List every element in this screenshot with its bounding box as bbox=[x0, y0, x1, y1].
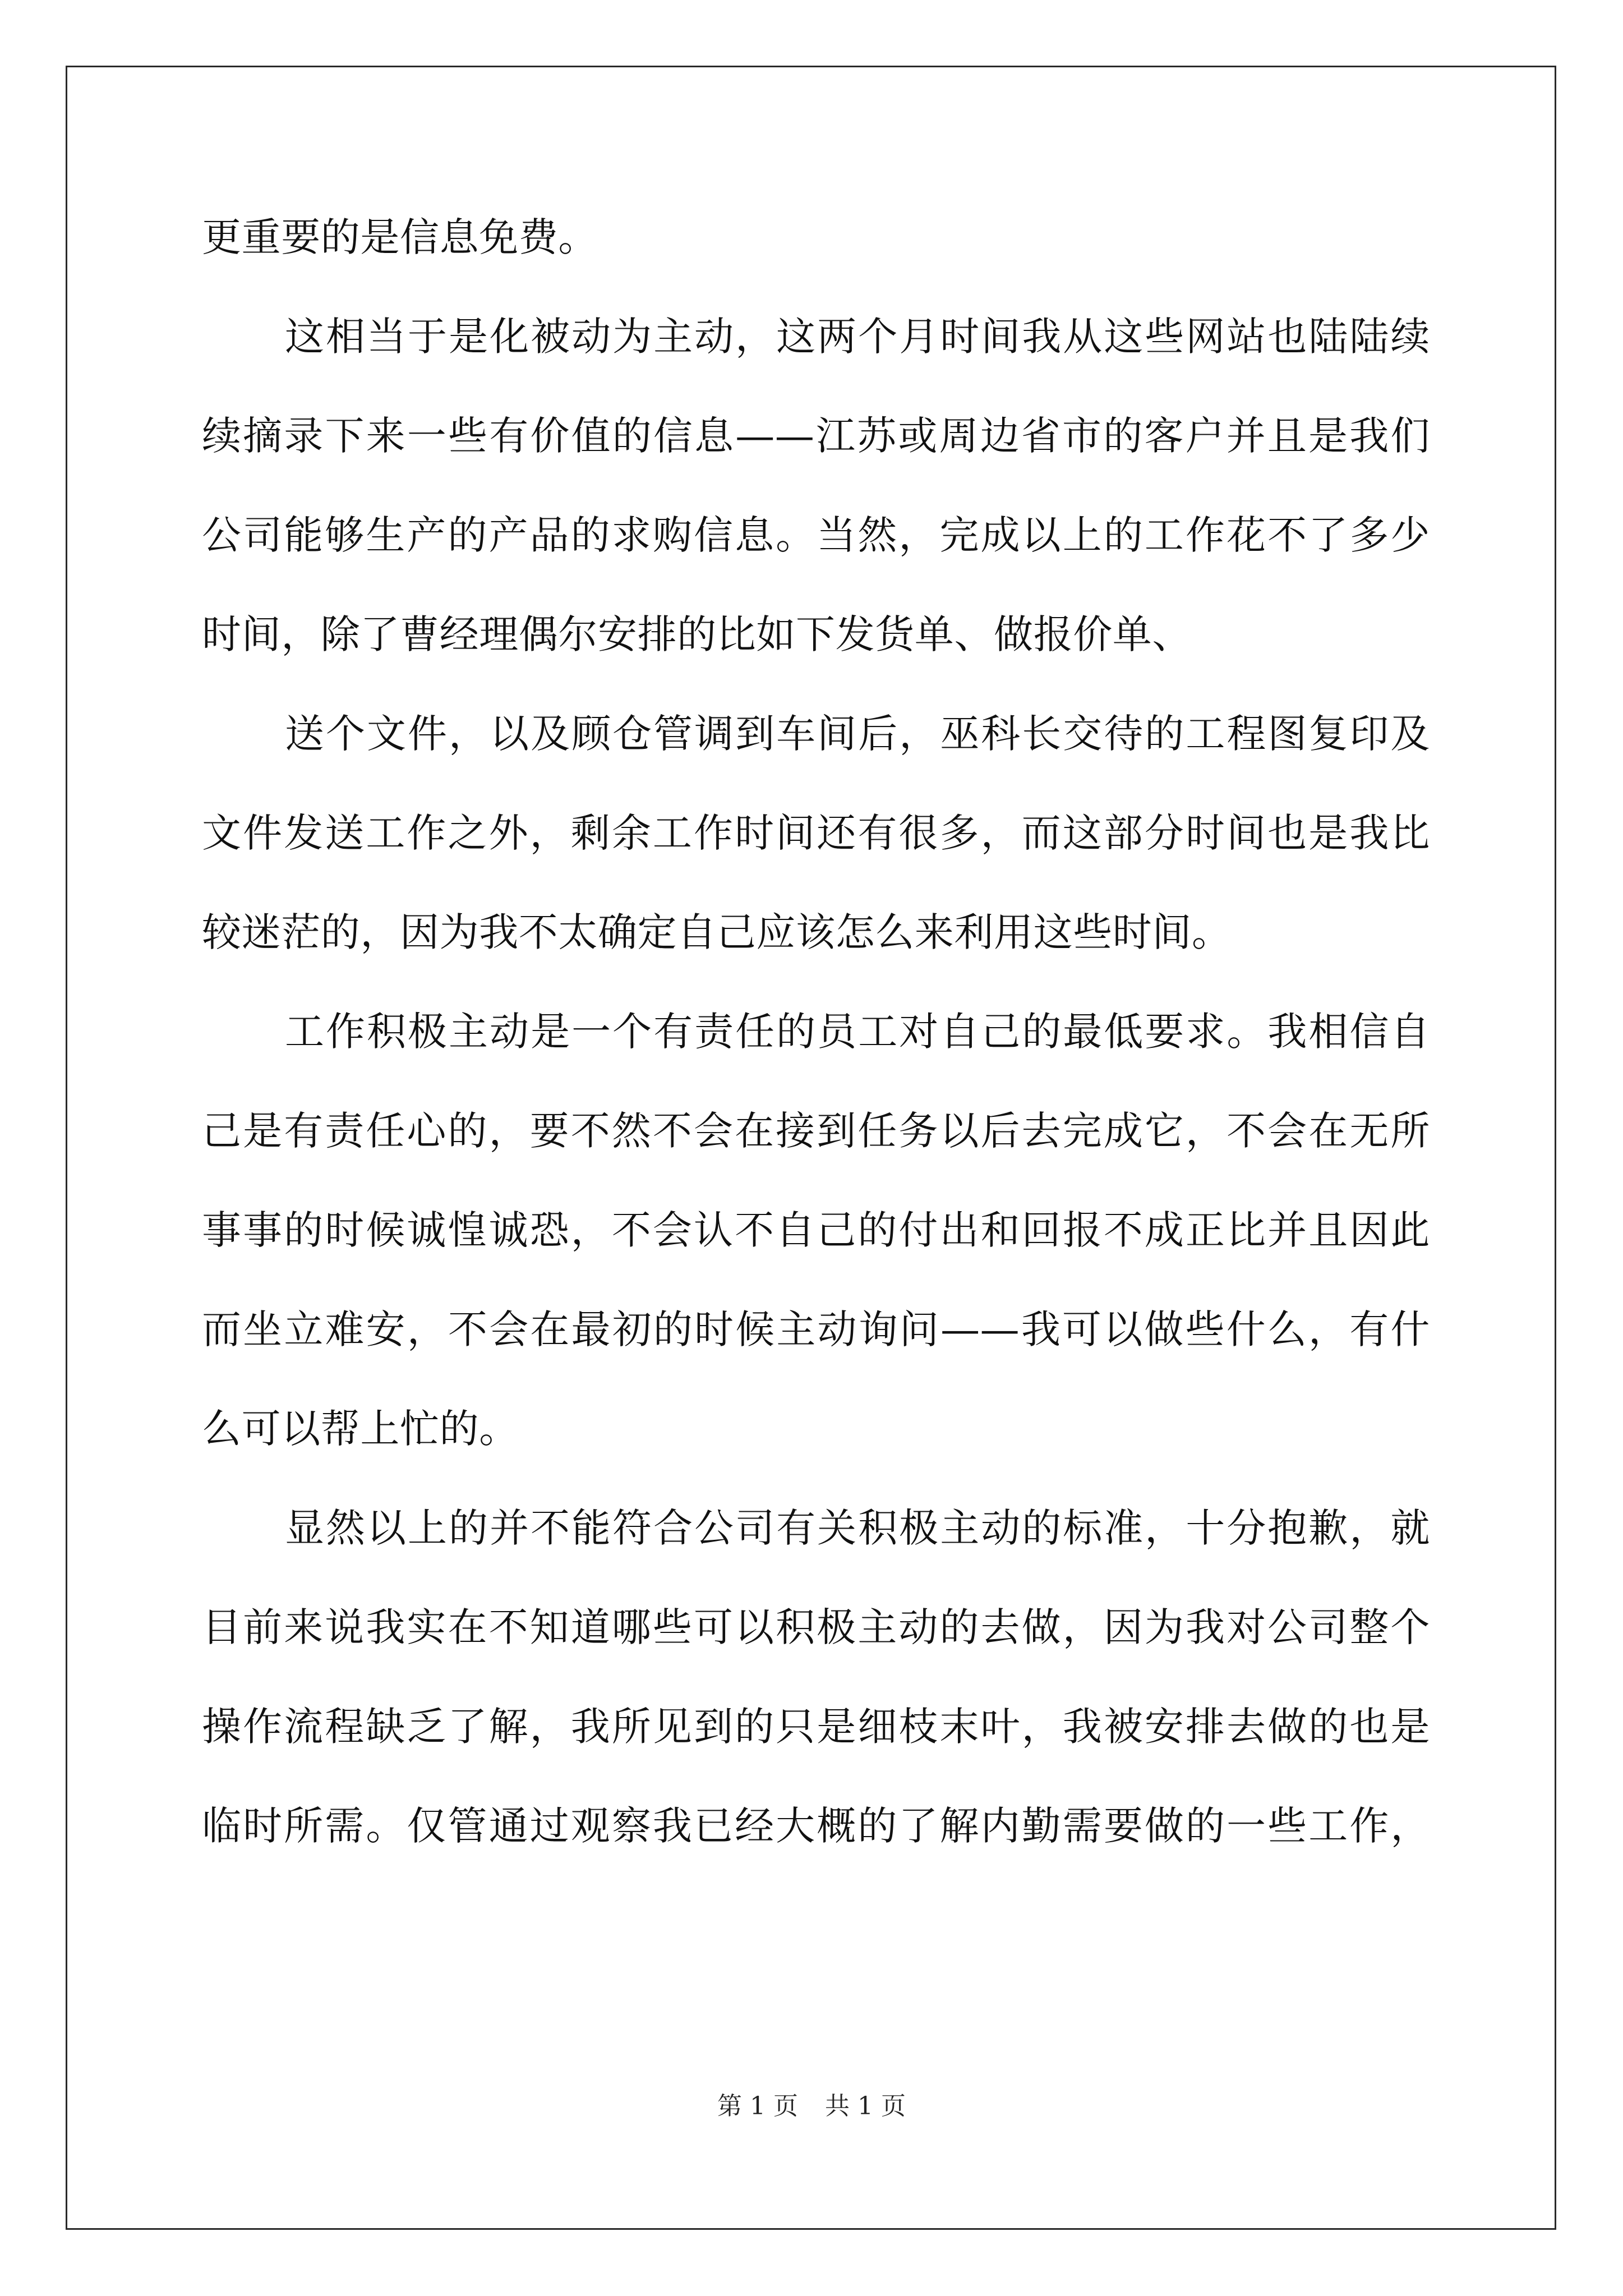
text-line-2: 这相当于是化被动为主动，这两个月时间我从这些网站也陆陆续 bbox=[285, 314, 1430, 360]
text-line-16: 操作流程缺乏了解，我所见到的只是细枝末叶，我被安排去做的也是 bbox=[202, 1704, 1430, 1750]
text-line-11: 事事的时候诚惶诚恐，不会认不自己的付出和回报不成正比并且因此 bbox=[202, 1207, 1430, 1253]
document-body bbox=[202, 199, 1430, 1887]
text-line-5: 时间，除了曹经理偶尔安排的比如下发货单、做报价单、 bbox=[202, 611, 1192, 657]
text-line-1: 更重要的是信息免费。 bbox=[202, 214, 598, 260]
text-line-9: 工作积极主动是一个有责任的员工对自己的最低要求。我相信自 bbox=[285, 1009, 1430, 1055]
text-line-13: 么可以帮上忙的。 bbox=[202, 1406, 519, 1452]
page-footer bbox=[0, 2090, 1623, 2123]
text-line-3: 续摘录下来一些有价值的信息——江苏或周边省市的客户并且是我们 bbox=[202, 413, 1430, 459]
text-line-17: 临时所需。仅管通过观察我已经大概的了解内勤需要做的一些工作， bbox=[202, 1803, 1430, 1849]
text-line-7: 文件发送工作之外，剩余工作时间还有很多，而这部分时间也是我比 bbox=[202, 810, 1430, 856]
page-total: 共 1 页 bbox=[825, 2092, 906, 2120]
text-line-12: 而坐立难安，不会在最初的时候主动询问——我可以做些什么，有什 bbox=[202, 1306, 1430, 1352]
text-line-15: 目前来说我实在不知道哪些可以积极主动的去做，因为我对公司整个 bbox=[202, 1604, 1430, 1650]
text-line-10: 己是有责任心的，要不然不会在接到任务以后去完成它，不会在无所 bbox=[202, 1108, 1430, 1154]
page-number: 第 1 页 bbox=[717, 2092, 798, 2120]
text-line-4: 公司能够生产的产品的求购信息。当然，完成以上的工作花不了多少 bbox=[202, 512, 1430, 558]
text-line-6: 送个文件，以及顾仓管调到车间后，巫科长交待的工程图复印及 bbox=[285, 711, 1430, 757]
text-line-14: 显然以上的并不能符合公司有关积极主动的标准，十分抱歉，就 bbox=[285, 1505, 1430, 1551]
text-line-8: 较迷茫的，因为我不太确定自己应该怎么来利用这些时间。 bbox=[202, 909, 1232, 955]
